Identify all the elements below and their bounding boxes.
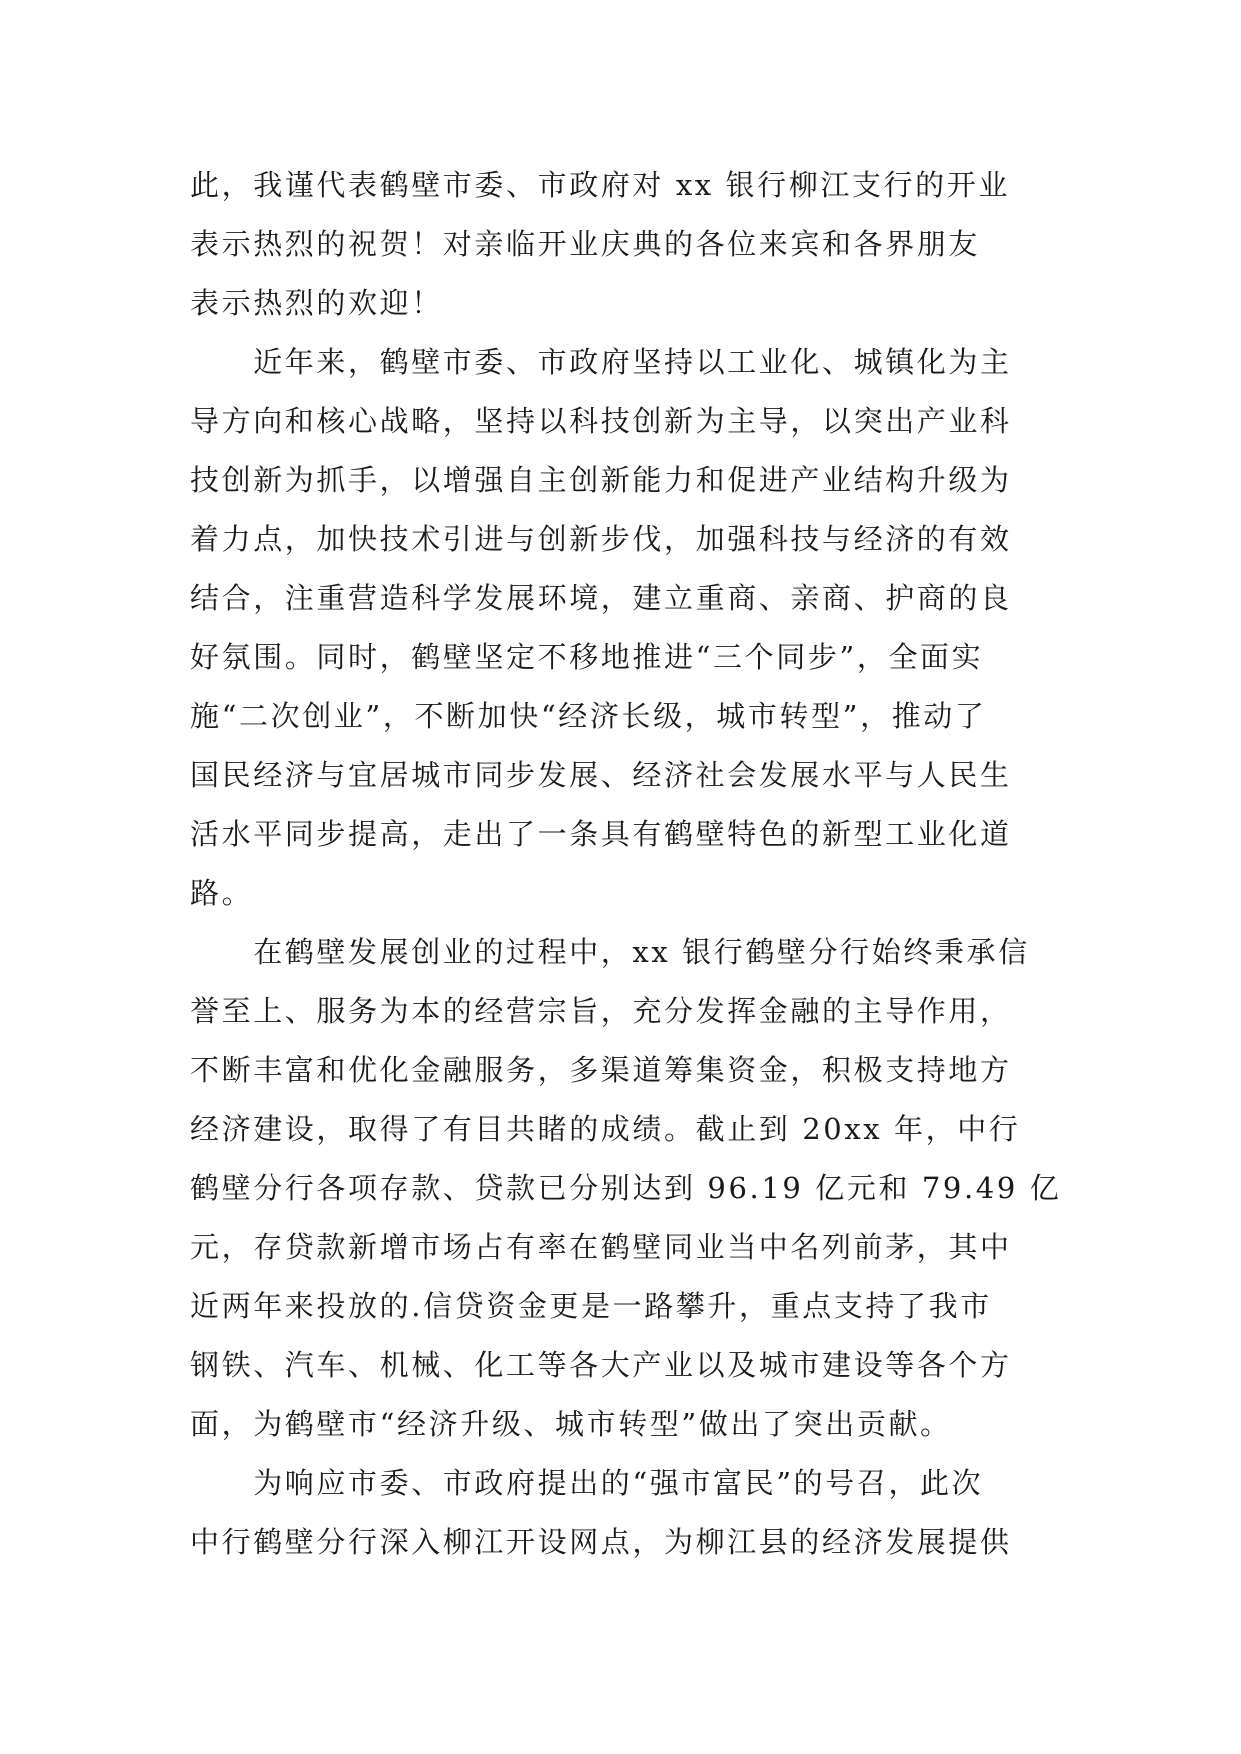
text-line: 近两年来投放的.信贷资金更是一路攀升，重点支持了我市 (190, 1289, 992, 1323)
text-line: 面，为鹤壁市“经济升级、城市转型”做出了突出贡献。 (190, 1407, 952, 1441)
text-line: 表示热烈的祝贺！对亲临开业庆典的各位来宾和各界朋友 (190, 227, 981, 261)
text-line: 国民经济与宜居城市同步发展、经济社会发展水平与人民生 (190, 758, 1012, 792)
text-line: 在鹤壁发展创业的过程中，xx 银行鹤壁分行始终秉承信 (190, 935, 1030, 969)
text-line: 结合，注重营造科学发展环境，建立重商、亲商、护商的良 (190, 581, 1012, 615)
text-line: 元，存贷款新增市场占有率在鹤壁同业当中名列前茅，其中 (190, 1230, 1012, 1264)
text-line: 近年来，鹤壁市委、市政府坚持以工业化、城镇化为主 (190, 345, 1012, 379)
text-line: 好氛围。同时，鹤壁坚定不移地推进“三个同步”，全面实 (190, 640, 984, 674)
text-line: 中行鹤壁分行深入柳江开设网点，为柳江县的经济发展提供 (190, 1525, 1012, 1559)
text-line: 此，我谨代表鹤壁市委、市政府对 xx 银行柳江支行的开业 (190, 168, 1010, 202)
text-line: 着力点，加快技术引进与创新步伐，加强科技与经济的有效 (190, 522, 1012, 556)
text-line: 为响应市委、市政府提出的“强市富民”的号召，此次 (190, 1466, 984, 1500)
text-line: 誉至上、服务为本的经营宗旨，充分发挥金融的主导作用， (190, 994, 1012, 1028)
text-line: 导方向和核心战略，坚持以科技创新为主导，以突出产业科 (190, 404, 1012, 438)
text-line: 活水平同步提高，走出了一条具有鹤壁特色的新型工业化道 (190, 817, 1012, 851)
text-line: 路。 (190, 876, 254, 910)
text-line: 钢铁、汽车、机械、化工等各大产业以及城市建设等各个方 (190, 1348, 1012, 1382)
text-line: 鹤壁分行各项存款、贷款已分别达到 96.19 亿元和 79.49 亿 (190, 1171, 1062, 1205)
document-body (190, 156, 1060, 1572)
text-line: 不断丰富和优化金融服务，多渠道筹集资金，积极支持地方 (190, 1053, 1012, 1087)
text-line: 经济建设，取得了有目共睹的成绩。截止到 20xx 年，中行 (190, 1112, 1021, 1146)
text-line: 表示热烈的欢迎！ (190, 286, 443, 320)
text-line: 技创新为抓手，以增强自主创新能力和促进产业结构升级为 (190, 463, 1012, 497)
text-line: 施“二次创业”，不断加快“经济长级，城市转型”，推动了 (190, 699, 987, 733)
